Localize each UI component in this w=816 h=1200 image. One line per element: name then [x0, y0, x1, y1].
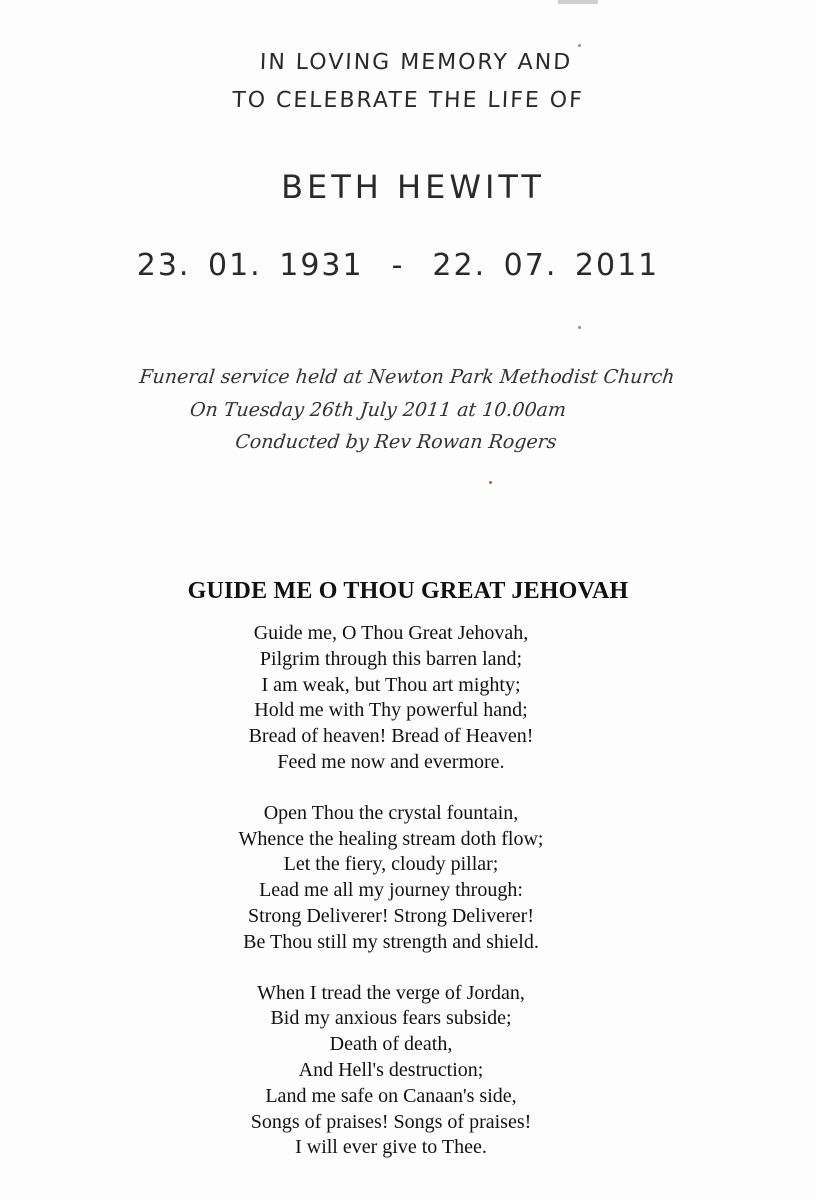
hymn-line: Pilgrim through this barren land; — [259, 647, 523, 670]
date-of-birth: 23. 01. 1931 — [136, 248, 364, 283]
hymn-line: Strong Deliverer! Strong Deliverer! — [247, 904, 534, 927]
scan-artifact — [558, 0, 598, 4]
scan-speck — [578, 326, 581, 329]
hymn-line: Be Thou still my strength and shield. — [243, 930, 539, 953]
intro-line-1: IN LOVING MEMORY AND — [259, 50, 573, 75]
life-dates — [0, 248, 806, 283]
hymn-line: Land me safe on Canaan's side, — [265, 1084, 517, 1107]
hymn-line: I will ever give to Thee. — [295, 1136, 487, 1159]
hymn-line: Guide me, O Thou Great Jehovah, — [253, 622, 529, 644]
service-venue: Funeral service held at Newton Park Methodist Church — [138, 366, 676, 388]
hymn-line: Death of death, — [329, 1033, 453, 1056]
hymn-line: Whence the healing stream doth flow; — [238, 827, 544, 850]
hymn-verse — [0, 981, 782, 1162]
hymn-title: GUIDE ME O THOU GREAT JEHOVAH — [187, 578, 629, 604]
hymn-line: Hold me with Thy powerful hand; — [254, 699, 528, 722]
hymn-line: And Hell's destruction; — [298, 1058, 484, 1081]
hymn-line: When I tread the verge of Jordan, — [257, 981, 525, 1004]
service-date-time: On Tuesday 26th July 2011 at 10.00am — [188, 399, 568, 421]
scan-speck — [578, 44, 581, 47]
intro-line-2: TO CELEBRATE THE LIFE OF — [231, 88, 585, 113]
hymn-line: Let the fiery, cloudy pillar; — [283, 853, 499, 876]
hymn-line: Open Thou the crystal fountain, — [263, 801, 519, 824]
service-officiant: Conducted by Rev Rowan Rogers — [234, 431, 558, 453]
hymn-line: Lead me all my journey through: — [259, 879, 523, 902]
hymn-line: Songs of praises! Songs of praises! — [250, 1110, 532, 1133]
hymn-lyrics — [0, 621, 782, 1186]
date-of-death: 22. 07. 2011 — [432, 248, 660, 283]
deceased-name: BETH HEWITT — [281, 168, 545, 206]
scan-speck — [489, 481, 492, 484]
hymn-line: Bid my anxious fears subside; — [270, 1007, 512, 1030]
hymn-line: Feed me now and evermore. — [277, 750, 505, 773]
hymn-verse — [0, 621, 782, 776]
hymn-verse — [0, 801, 782, 956]
date-separator: - — [391, 248, 405, 283]
hymn-line: Bread of heaven! Bread of Heaven! — [248, 725, 534, 748]
hymn-line: I am weak, but Thou art mighty; — [261, 673, 521, 696]
